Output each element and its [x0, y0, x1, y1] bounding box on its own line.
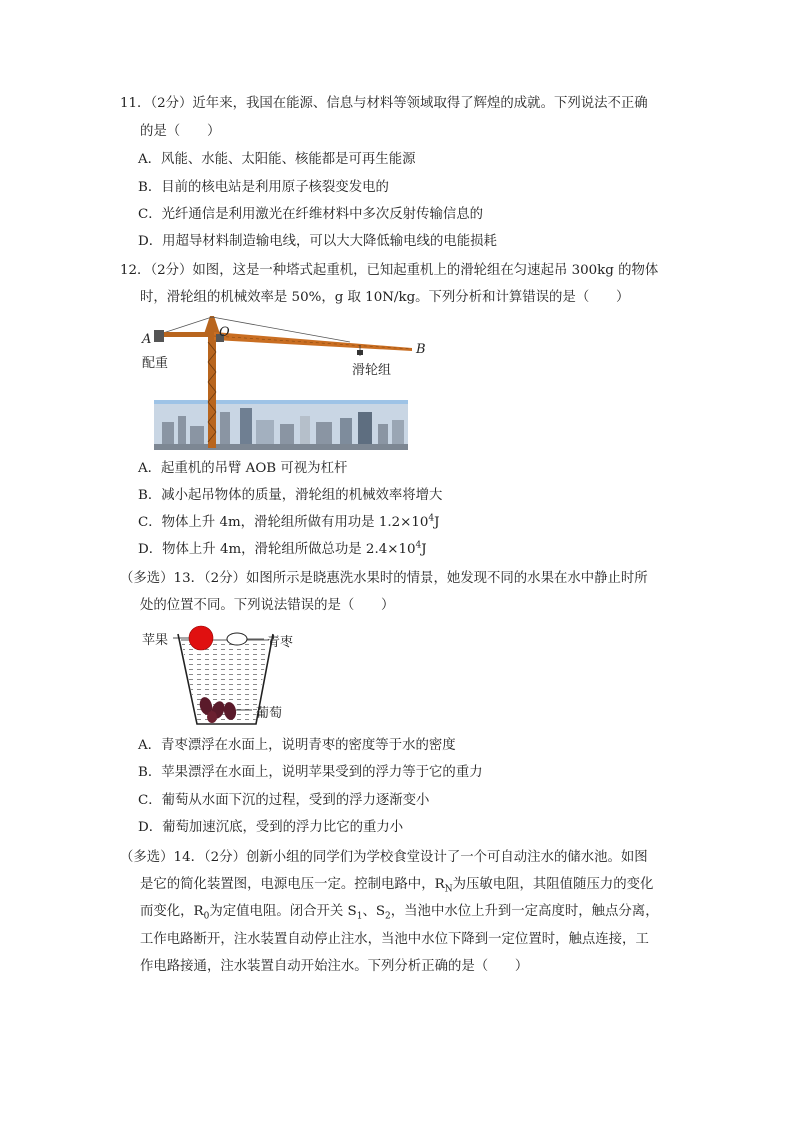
q14-line3-text-c: 、S: [362, 904, 386, 919]
q12-option-d-text: D．物体上升 4m，滑轮组所做总功是 2.4×10: [138, 542, 416, 557]
label-apple: 苹果: [142, 633, 169, 648]
q14-s1-subscript: 1: [356, 911, 363, 922]
crane-illustration: [140, 312, 420, 454]
q12-option-a: A．起重机的吊臂 AOB 可视为杠杆: [138, 461, 348, 476]
q14-stem-line4: 工作电路断开，注水装置自动停止注水，当池中水位下降到一定位置时，触点连接，工: [140, 932, 649, 947]
q14-s2-subscript: 2: [385, 911, 391, 922]
label-jujube: 青枣: [267, 635, 294, 650]
q14-stem-line3: [140, 903, 659, 921]
label-a: A: [142, 332, 152, 347]
label-b: B: [416, 342, 426, 357]
q14-stem-line1: （多选）14．（2分）创新小组的同学们为学校食堂设计了一个可自动注水的储水池。如图: [120, 850, 648, 865]
q14-stem-line2: [140, 876, 653, 894]
q14-line3-text-a: 而变化，R: [140, 904, 204, 919]
q13-stem-line2: 处的位置不同。下列说法错误的是（ ）: [140, 598, 395, 613]
label-pulley-block: 滑轮组: [352, 363, 392, 378]
q14-r0-subscript: 0: [203, 911, 210, 922]
q14-stem-line5: 作电路接通，注水装置自动开始注水。下列分析正确的是（ ）: [140, 959, 529, 974]
q12-option-c-unit: J: [434, 515, 440, 530]
q11-stem-line2: 的是（ ）: [140, 124, 221, 139]
q12-option-d-exponent: 4: [415, 540, 422, 551]
label-grape: 葡萄: [256, 706, 283, 721]
jujube: [227, 633, 247, 645]
q12-stem-line2: 时，滑轮组的机械效率是 50%，g 取 10N/kg。下列分析和计算错误的是（ ）: [140, 290, 630, 305]
q12-stem-line1: 12．（2分）如图，这是一种塔式起重机，已知起重机上的滑轮组在匀速起吊 300kg 的物体: [120, 263, 659, 278]
crane-figure: [140, 312, 426, 454]
q14-line3-text-d: ，当池中水位上升到一定高度时，触点分离，: [390, 904, 659, 919]
q11-option-c: C．光纤通信是利用激光在纤维材料中多次反射传输信息的: [138, 207, 484, 222]
q11-option-a: A．风能、水能、太阳能、核能都是可再生能源: [138, 152, 416, 167]
q12-option-c-text: C．物体上升 4m，滑轮组所做有用功是 1.2×10: [138, 515, 429, 530]
q13-option-c: C．葡萄从水面下沉的过程，受到的浮力逐渐变小: [138, 793, 430, 808]
q14-rn-subscript: N: [444, 884, 453, 895]
label-counterweight: 配重: [142, 356, 169, 371]
q12-option-c-exponent: 4: [428, 513, 435, 524]
apple: [189, 626, 213, 650]
label-o: O: [219, 325, 230, 340]
q14-line2-text-b: 为压敏电阻，其阻值随压力的变化: [452, 877, 654, 892]
q12-option-d: [138, 541, 427, 559]
q13-option-d: D．葡萄加速沉底，受到的浮力比它的重力小: [138, 820, 404, 835]
q14-line3-text-b: 为定值电阻。闭合开关 S: [209, 904, 357, 919]
q13-option-a: A．青枣漂浮在水面上，说明青枣的密度等于水的密度: [138, 738, 456, 753]
q12-option-b: B．减小起吊物体的质量，滑轮组的机械效率将增大: [138, 488, 443, 503]
q11-option-d: D．用超导材料制造输电线，可以大大降低输电线的电能损耗: [138, 234, 497, 249]
q11-option-b: B．目前的核电站是利用原子核裂变发电的: [138, 180, 389, 195]
q12-option-d-unit: J: [421, 542, 427, 557]
q13-stem-line1: （多选）13．（2分）如图所示是晓惠洗水果时的情景，她发现不同的水果在水中静止时所: [120, 571, 648, 586]
q12-option-c: [138, 514, 440, 532]
q14-line2-text-a: 是它的简化装置图，电源电压一定。控制电路中，R: [140, 877, 445, 892]
q11-stem-line1: 11．（2分）近年来，我国在能源、信息与材料等领域取得了辉煌的成就。下列说法不正确: [120, 96, 648, 111]
fruit-bucket-figure: [140, 622, 300, 730]
q13-option-b: B．苹果漂浮在水面上，说明苹果受到的浮力等于它的重力: [138, 765, 483, 780]
